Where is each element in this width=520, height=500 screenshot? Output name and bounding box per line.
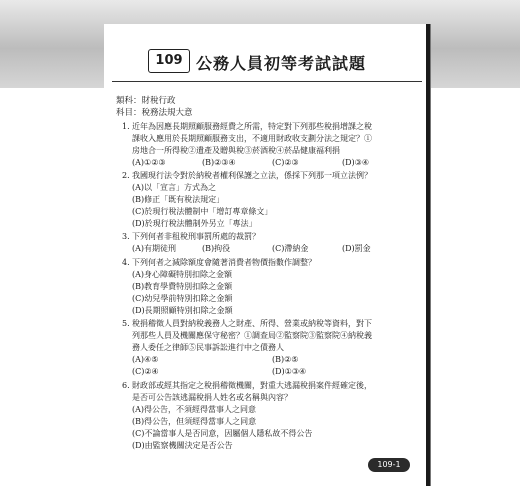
category-label: 類科：財稅行政 — [116, 96, 176, 106]
option-a: (A)身心障礙特別扣除之金額 — [132, 270, 233, 279]
subject-label: 科目：稅務法規大意 — [116, 108, 193, 118]
option-b: (B)教育學費特別扣除之金額 — [132, 282, 233, 291]
question-text-line: 稅捐稽徵人員對納稅義務人之財產、所得、營業或納稅等資料，對下 — [132, 319, 372, 328]
question-number: 1. — [122, 122, 130, 131]
question-text-line: 下列何者之減除額度會隨著消費者物價指數作調整？ — [132, 258, 316, 267]
option-a: (A)有期徒刑 — [132, 244, 177, 253]
option-b: (B)得公告，但須經得當事人之同意 — [132, 417, 257, 426]
question-text-line: 課收入應用於長期照顧服務支出，不適用財政收支劃分法之規定？① — [132, 134, 372, 143]
option-b: (B)拘役 — [202, 244, 231, 253]
question-number: 6. — [122, 381, 130, 390]
page-header — [112, 46, 422, 82]
option-d: (D)③④ — [342, 158, 369, 167]
question-text-line: 是否可公告該逃漏稅捐人姓名或名稱與內容？ — [132, 393, 292, 402]
option-c: (C)②③ — [272, 158, 299, 167]
option-d: (D)罰金 — [342, 244, 371, 253]
option-b: (B)修正「既有稅法規定」 — [132, 195, 225, 204]
question-text-line: 房地合一所得稅②遺產及贈與稅③菸酒稅④菸品健康福利捐 — [132, 146, 340, 155]
question-text-line: 下列何者非租稅刑事罰所處的裁罰？ — [132, 232, 260, 241]
year-badge: 109 — [148, 49, 190, 73]
page-title: 公務人員初等考試試題 — [196, 54, 367, 73]
question-text-line: 我國現行法令對於納稅者權利保護之立法，係採下列那一項立法例？ — [132, 171, 372, 180]
question-text-line: 財政部或經其指定之稅捐稽徵機關，對重大逃漏稅捐案件經確定後， — [132, 381, 372, 390]
option-d: (D)長期照顧特別扣除之金額 — [132, 306, 233, 315]
option-d: (D)由監察機關決定是否公告 — [132, 441, 233, 450]
option-b: (B)②③④ — [202, 158, 236, 167]
option-d: (D)於現行稅法體制外另立「專法」 — [132, 219, 257, 228]
option-c: (C)滯納金 — [272, 244, 309, 253]
option-b: (B)②⑤ — [272, 355, 299, 364]
option-c: (C)不論當事人是否同意，因屬個人隱私故不得公告 — [132, 429, 313, 438]
option-c: (C)②④ — [132, 367, 159, 376]
option-a: (A)以「宣言」方式為之 — [132, 183, 217, 192]
question-number: 5. — [122, 319, 130, 328]
option-a: (A)得公告，不須經得當事人之同意 — [132, 405, 257, 414]
question-number: 4. — [122, 258, 130, 267]
option-a: (A)①②③ — [132, 158, 166, 167]
option-d: (D)①③④ — [272, 367, 307, 376]
question-number: 2. — [122, 171, 130, 180]
option-a: (A)④⑤ — [132, 355, 159, 364]
option-c: (C)於現行稅法體制中「增訂專章條文」 — [132, 207, 273, 216]
question-text-line: 列那些人員及機關應保守秘密？①調查局②監察院③監察院④納稅義 — [132, 331, 372, 340]
question-text-line: 務人委任之律師⑤民事訴訟進行中之債務人 — [132, 343, 284, 352]
option-c: (C)幼兒學前特別扣除之金額 — [132, 294, 233, 303]
page-number: 109-1 — [368, 458, 410, 472]
question-number: 3. — [122, 232, 130, 241]
question-text-line: 近年為因應長期照顧服務經費之所需，特定對下列那些稅捐增課之稅 — [132, 122, 372, 131]
